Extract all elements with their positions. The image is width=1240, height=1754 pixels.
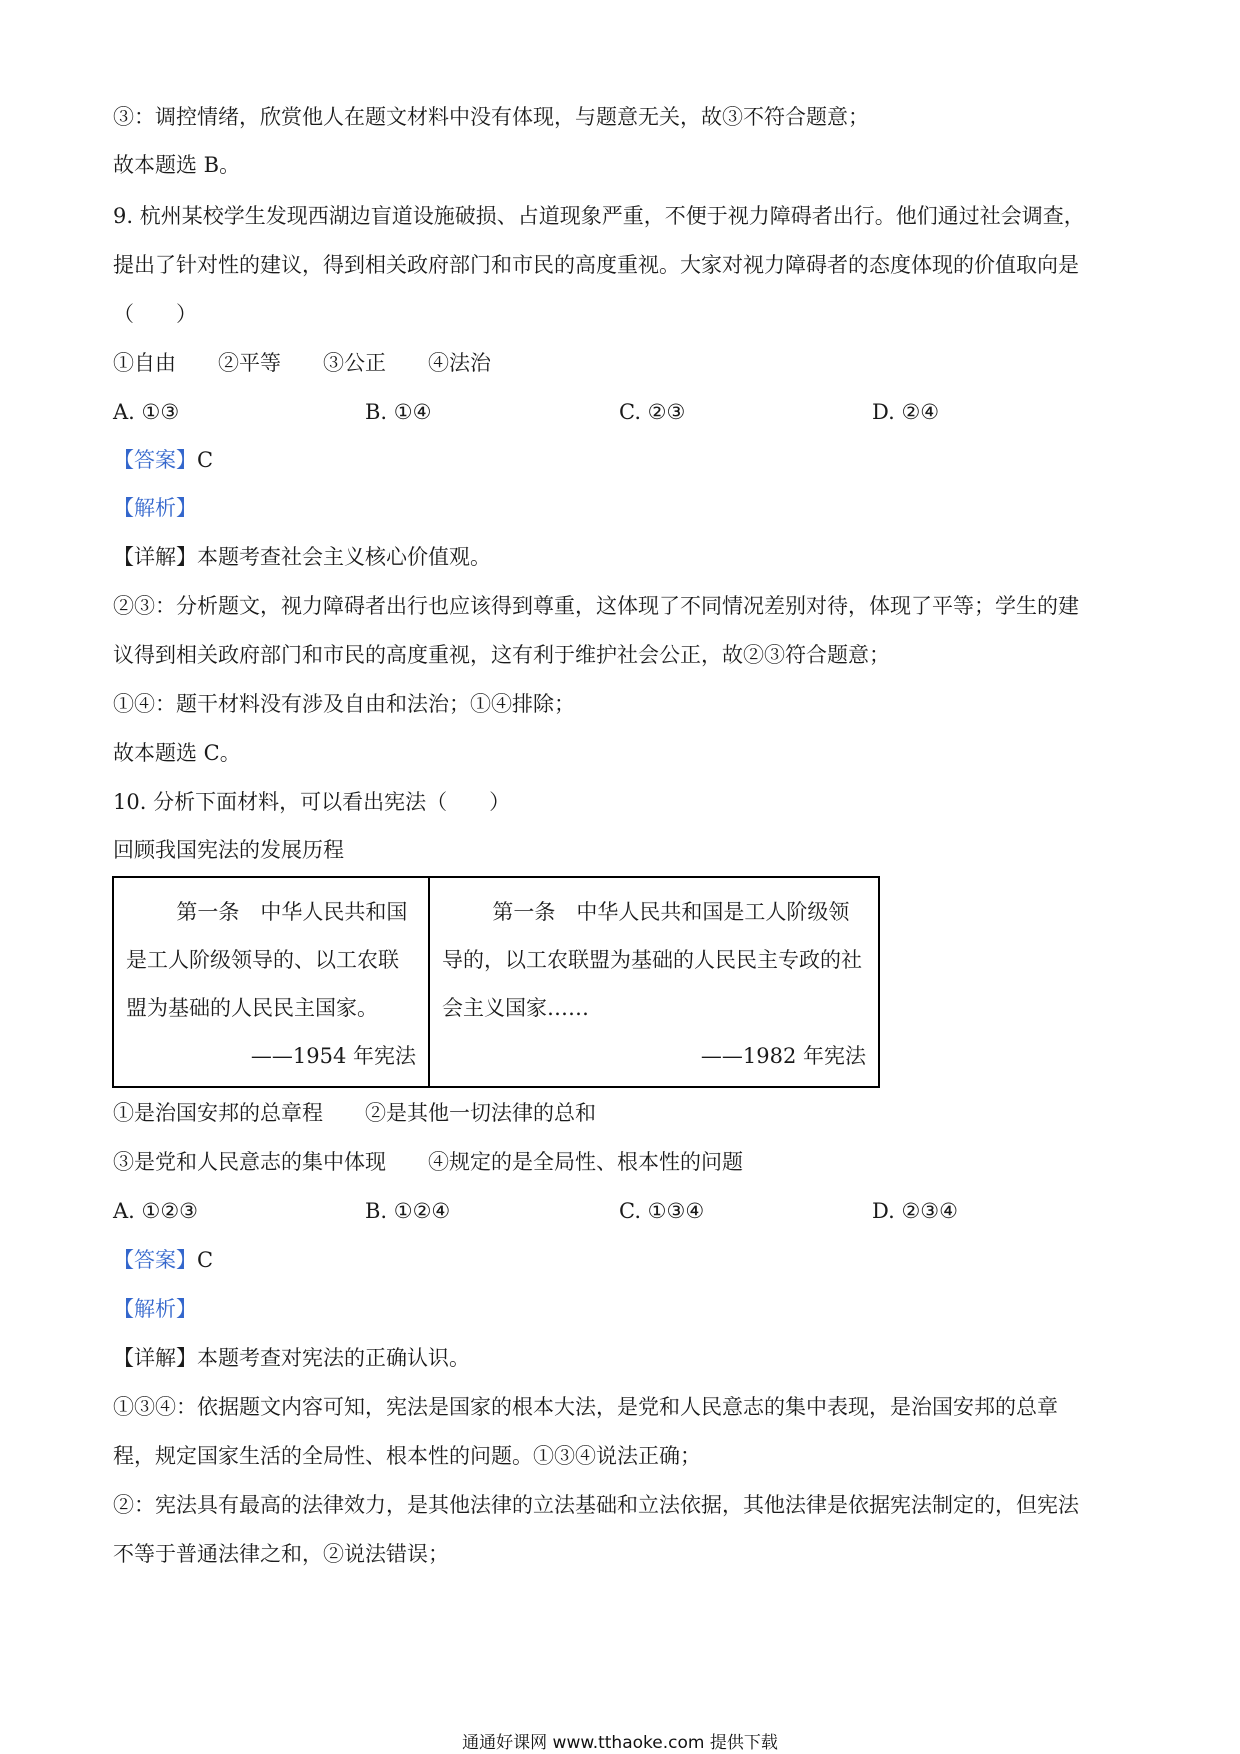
law-text: 第一条 中华人民共和国是工人阶级领导的、以工农联盟为基础的人民民主国家。 [126,900,408,1020]
law-text: 第一条 中华人民共和国是工人阶级领导的，以工农联盟为基础的人民民主专政的社会主义国家…… [442,900,862,1020]
text-line: 故本题选 B。 [113,153,241,177]
answer-value: C [197,1248,214,1272]
answer-value: C [197,448,214,472]
q9-detail [113,543,491,571]
q10-analysis [113,1295,197,1323]
q9-stem: 提出了针对性的建议，得到相关政府部门和市民的高度重视。大家对视力障碍者的态度体现的价值取向是 [113,253,1079,277]
analysis-label: 【解析】 [113,1297,197,1321]
detail-text: 本题考查对宪法的正确认识。 [197,1346,470,1370]
q10-items: ①是治国安邦的总章程 ②是其他一切法律的总和 [113,1101,596,1125]
text-line: 故本题选 C。 [113,741,241,765]
q9-answer [113,446,213,474]
analysis-label: 【解析】 [113,496,197,520]
text-line: ②③：分析题文，视力障碍者出行也应该得到尊重，这体现了不同情况差别对待，体现了平等；学生的建 [113,594,1079,618]
q10-answer [113,1246,213,1274]
detail-text: 本题考查社会主义核心价值观。 [197,545,491,569]
text-line: 议得到相关政府部门和市民的高度重视，这有利于维护社会公正，故②③符合题意； [113,643,890,667]
detail-label: 【详解】 [113,1346,197,1370]
answer-label: 【答案】 [113,448,197,472]
law-source: ——1982 年宪法 [700,1044,866,1068]
option: C. ②③ [619,400,686,424]
q10-items: ③是党和人民意志的集中体现 ④规定的是全局性、根本性的问题 [113,1150,743,1174]
option: B. ①②④ [365,1199,451,1223]
q9-stem: 9. 杭州某校学生发现西湖边盲道设施破损、占道现象严重，不便于视力障碍者出行。他们通过社会调查， [113,204,1085,228]
q9-stem: （ ） [113,302,197,326]
law-source: ——1954 年宪法 [250,1044,416,1068]
constitution-table [112,876,880,1088]
option: A. ①②③ [113,1199,198,1223]
table-cell-1982 [429,877,879,1087]
option: C. ①③④ [619,1199,705,1223]
detail-label: 【详解】 [113,545,197,569]
text-line: ②：宪法具有最高的法律效力，是其他法律的立法基础和立法依据，其他法律是依据宪法制定的，但宪法 [113,1493,1079,1517]
q9-items: ①自由 ②平等 ③公正 ④法治 [113,351,491,375]
text-line: ①③④：依据题文内容可知，宪法是国家的根本大法，是党和人民意志的集中表现，是治国安邦的总章 [113,1395,1058,1419]
q10-detail [113,1344,470,1372]
text-line: 不等于普通法律之和，②说法错误； [113,1542,449,1566]
answer-label: 【答案】 [113,1248,197,1272]
q10-stem: 10. 分析下面材料，可以看出宪法（ ） [113,790,511,814]
option: D. ②③④ [872,1199,958,1223]
q10-intro: 回顾我国宪法的发展历程 [113,838,344,862]
text-line: 程，规定国家生活的全局性、根本性的问题。①③④说法正确； [113,1444,701,1468]
page-footer: 通通好课网 www.tthaoke.com 提供下载 [462,1733,778,1753]
option: A. ①③ [113,400,180,424]
table-cell-1954 [113,877,429,1087]
option: D. ②④ [872,400,940,424]
q9-analysis [113,494,197,522]
text-line: ③：调控情绪，欣赏他人在题文材料中没有体现，与题意无关，故③不符合题意； [113,105,869,129]
option: B. ①④ [365,400,432,424]
text-line: ①④：题干材料没有涉及自由和法治；①④排除； [113,692,575,716]
